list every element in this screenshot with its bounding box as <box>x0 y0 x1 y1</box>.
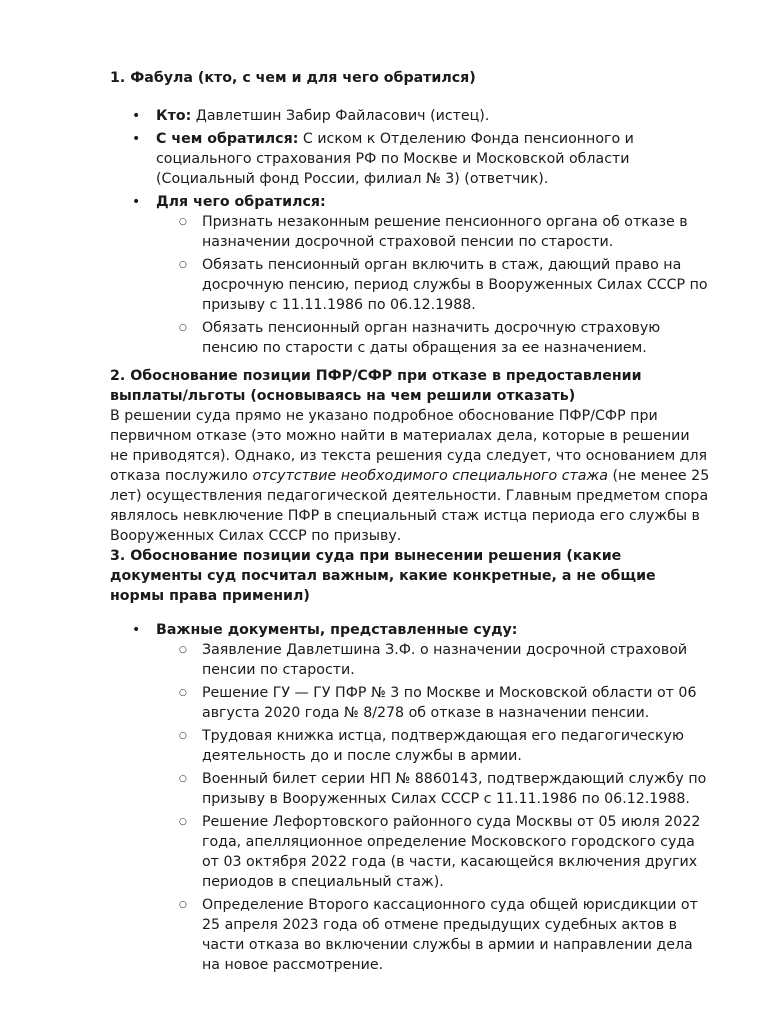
sublist-item: ○ Трудовая книжка истца, подтверждающая его педагогическую деятельность до и после службы в армии. <box>202 726 712 766</box>
list-item-documents <box>156 620 712 975</box>
who-label: Кто: <box>156 108 192 124</box>
section1-list <box>110 106 712 358</box>
documents-sublist <box>156 640 712 975</box>
section2-heading: 2. Обоснование позиции ПФР/СФР при отказе в предоставлении выплаты/льготы (основываясь на чем решили отказать) <box>110 368 642 404</box>
why-label: Для чего обратился: <box>156 194 326 210</box>
sublist-item: ○ Решение ГУ — ГУ ПФР № 3 по Москве и Московской области от 06 августа 2020 года № 8/278 об отказе в назначении пенсии. <box>202 683 712 723</box>
sublist-item: ○ Заявление Давлетшина З.Ф. о назначении досрочной страховой пенсии по старости. <box>202 640 712 680</box>
with-what-label: С чем обратился: <box>156 131 299 147</box>
sublist-item: ○ Решение Лефортовского районного суда Москвы от 05 июля 2022 года, апелляционное определение Московского городского суда от 03 октября 2022 года (в части, касающейся включения других периодов в специальный стаж). <box>202 812 712 892</box>
why-sublist <box>156 212 712 358</box>
with-what-text: С иском к Отделению Фонда пенсионного и социального страхования РФ по Москве и Московской области (Социальный фонд России, филиал № 3) (ответчик). <box>156 131 634 187</box>
list-item-who <box>156 106 712 126</box>
who-text: Давлетшин Забир Файласович (истец). <box>195 108 490 124</box>
sublist-item: ○ Обязать пенсионный орган включить в стаж, дающий право на досрочную пенсию, период службы в Вооруженных Силах СССР по призыву с 11.11.1986 по 06.12.1988. <box>202 255 712 315</box>
section2-text-after: (не менее 25 лет) осуществления педагогической деятельности. Главным предметом спора являлось невключение ПФР в специальный стаж истца периода его службы в Вооруженных Силах СССР по призыву. <box>110 468 710 544</box>
list-item-why <box>156 192 712 358</box>
section2-text-italic: отсутствие необходимого специального стажа <box>252 468 608 484</box>
sublist-item: ○ Военный билет серии НП № 8860143, подтверждающий службу по призыву в Вооруженных Силах СССР с 11.11.1986 по 06.12.1988. <box>202 769 712 809</box>
sublist-item: ○ Признать незаконным решение пенсионного органа об отказе в назначении досрочной страховой пенсии по старости. <box>202 212 712 252</box>
sublist-item: ○ Обязать пенсионный орган назначить досрочную страховую пенсию по старости с даты обращения за ее назначением. <box>202 318 712 358</box>
section1-heading: 1. Фабула (кто, с чем и для чего обратился) <box>110 70 476 86</box>
sublist-item: ○ Определение Второго кассационного суда общей юрисдикции от 25 апреля 2023 года об отмене предыдущих судебных актов в части отказа во включении службы в армии и направлении дела на новое рассмотрение. <box>202 895 712 975</box>
section3-list <box>110 620 712 975</box>
list-item-with-what <box>156 129 712 189</box>
documents-label: Важные документы, представленные суду: <box>156 622 518 638</box>
section2-paragraph <box>110 406 712 546</box>
section3-heading: 3. Обоснование позиции суда при вынесении решения (какие документы суд посчитал важным, какие конкретные, а не общие нормы права применил) <box>110 548 656 604</box>
section2-text-before: В решении суда прямо не указано подробное обоснование ПФР/СФР при первичном отказе (это можно найти в материалах дела, которые в решении не приводятся). Однако, из текста решения суда следует, что основанием для отказа послужило <box>110 408 708 484</box>
